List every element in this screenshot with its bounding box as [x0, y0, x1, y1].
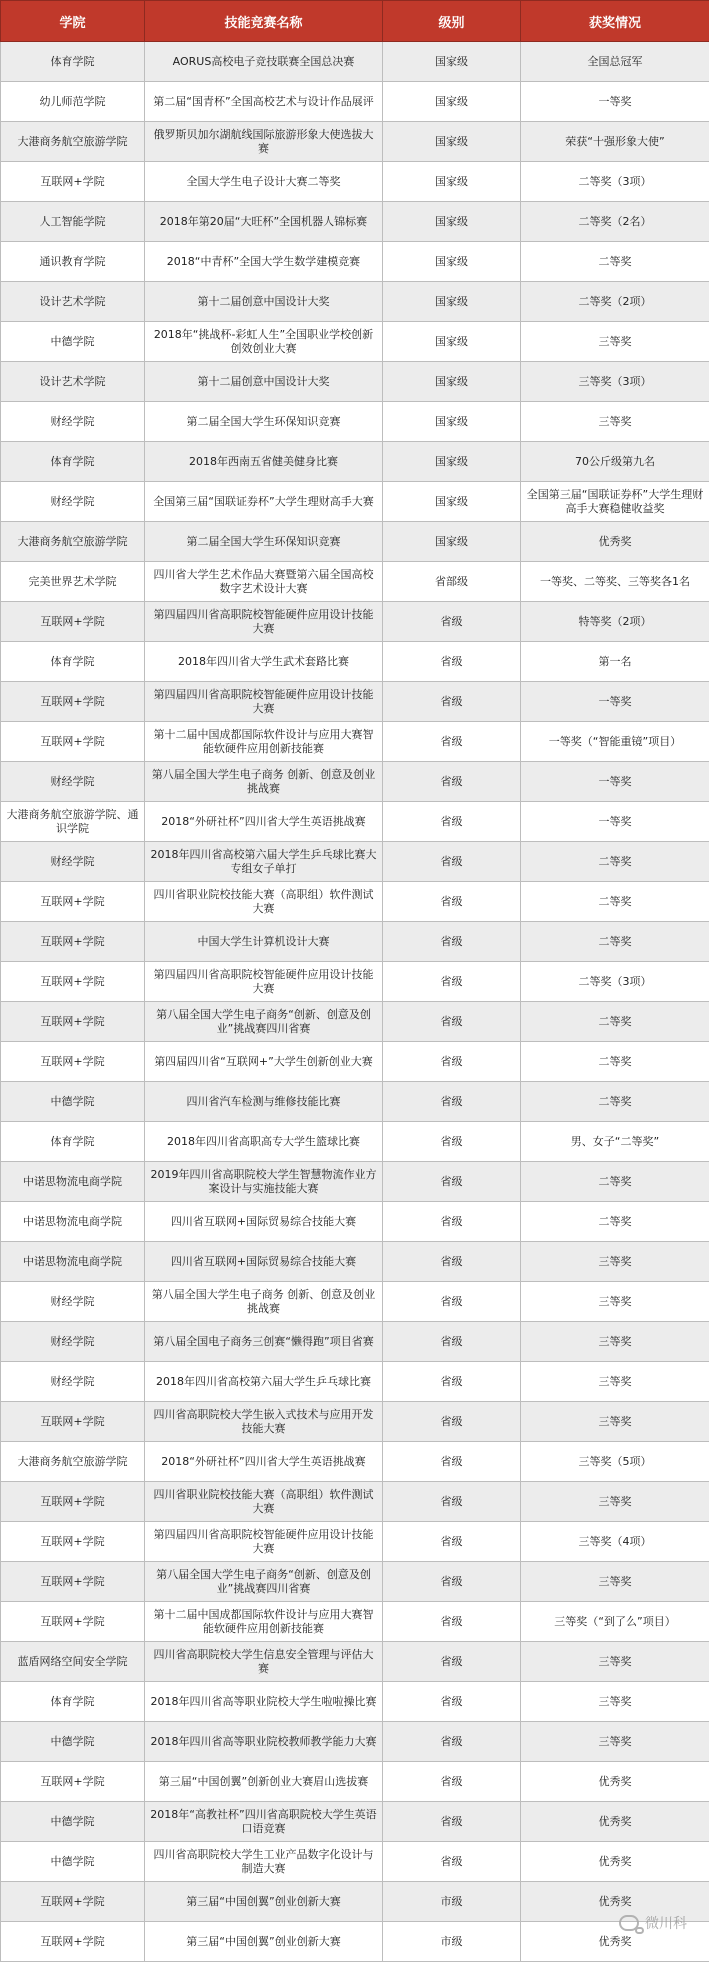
cell-award: 三等奖（3项）	[521, 362, 709, 402]
cell-award: 三等奖	[521, 1402, 709, 1442]
table-row	[1, 762, 709, 802]
cell-competition: 四川省职业院校技能大赛（高职组）软件测试大赛	[145, 882, 383, 922]
table-row	[1, 1922, 709, 1962]
cell-competition: 四川省大学生艺术作品大赛暨第六届全国高校数字艺术设计大赛	[145, 562, 383, 602]
cell-competition: 2018年第20届“大旺杯”全国机器人锦标赛	[145, 202, 383, 242]
cell-level: 国家级	[383, 482, 521, 522]
cell-competition: 第八届全国大学生电子商务 创新、创意及创业 挑战赛	[145, 762, 383, 802]
cell-college: 互联网+学院	[1, 722, 145, 762]
table-row	[1, 1522, 709, 1562]
cell-competition: 全国第三届“国联证券杯”大学生理财高手大赛	[145, 482, 383, 522]
cell-award: 全国总冠军	[521, 42, 709, 82]
cell-competition: 第四届四川省高职院校智能硬件应用设计技能大赛	[145, 682, 383, 722]
table-row	[1, 1682, 709, 1722]
cell-award: 一等奖	[521, 682, 709, 722]
cell-college: 中德学院	[1, 1722, 145, 1762]
cell-award: 二等奖	[521, 1042, 709, 1082]
cell-award: 三等奖	[521, 1562, 709, 1602]
cell-level: 省级	[383, 802, 521, 842]
table-row	[1, 442, 709, 482]
cell-level: 国家级	[383, 122, 521, 162]
table-row	[1, 402, 709, 442]
table-row	[1, 1242, 709, 1282]
cell-award: 二等奖	[521, 1002, 709, 1042]
cell-award: 三等奖	[521, 1722, 709, 1762]
cell-competition: 第三届“中国创翼”创新创业大赛眉山选拔赛	[145, 1762, 383, 1802]
cell-college: 蓝盾网络空间安全学院	[1, 1642, 145, 1682]
cell-award: 二等奖（3项）	[521, 162, 709, 202]
cell-competition: 第三届“中国创翼”创业创新大赛	[145, 1882, 383, 1922]
cell-award: 三等奖（5项）	[521, 1442, 709, 1482]
cell-college: 体育学院	[1, 642, 145, 682]
cell-college: 大港商务航空旅游学院	[1, 122, 145, 162]
cell-award: 第一名	[521, 642, 709, 682]
header-college: 学院	[1, 1, 145, 42]
table-row	[1, 1042, 709, 1082]
cell-competition: 第四届四川省高职院校智能硬件应用设计技能大赛	[145, 602, 383, 642]
cell-level: 省级	[383, 1762, 521, 1802]
cell-competition: 2018年西南五省健美健身比赛	[145, 442, 383, 482]
cell-college: 大港商务航空旅游学院、通识学院	[1, 802, 145, 842]
cell-award: 二等奖	[521, 922, 709, 962]
cell-level: 国家级	[383, 162, 521, 202]
cell-competition: 四川省汽车检测与维修技能比赛	[145, 1082, 383, 1122]
cell-award: 一等奖	[521, 82, 709, 122]
cell-award: 三等奖	[521, 1642, 709, 1682]
cell-level: 省级	[383, 1642, 521, 1682]
cell-college: 设计艺术学院	[1, 282, 145, 322]
cell-competition: 2018年四川省高校第六届大学生乒乓球比赛大专组女子单打	[145, 842, 383, 882]
cell-college: 财经学院	[1, 482, 145, 522]
cell-college: 财经学院	[1, 402, 145, 442]
cell-college: 财经学院	[1, 1282, 145, 1322]
wechat-icon	[619, 1915, 639, 1931]
cell-competition: 第八届全国电子商务三创赛“懒得跑”项目省赛	[145, 1322, 383, 1362]
cell-level: 省级	[383, 1002, 521, 1042]
cell-college: 互联网+学院	[1, 1602, 145, 1642]
cell-level: 省级	[383, 1202, 521, 1242]
cell-college: 互联网+学院	[1, 1002, 145, 1042]
cell-level: 国家级	[383, 82, 521, 122]
table-row	[1, 82, 709, 122]
cell-level: 省级	[383, 1322, 521, 1362]
cell-award: 优秀奖	[521, 1802, 709, 1842]
cell-level: 省级	[383, 1042, 521, 1082]
cell-college: 体育学院	[1, 1122, 145, 1162]
table-row	[1, 1802, 709, 1842]
header-competition: 技能竞赛名称	[145, 1, 383, 42]
cell-level: 国家级	[383, 202, 521, 242]
cell-level: 省级	[383, 922, 521, 962]
cell-college: 财经学院	[1, 1322, 145, 1362]
header-award: 获奖情况	[521, 1, 709, 42]
cell-level: 国家级	[383, 242, 521, 282]
header-row	[1, 1, 709, 42]
cell-award: 三等奖	[521, 1482, 709, 1522]
header-level: 级别	[383, 1, 521, 42]
cell-award: 优秀奖	[521, 1882, 709, 1922]
cell-level: 国家级	[383, 402, 521, 442]
cell-level: 省级	[383, 722, 521, 762]
cell-award: 70公斤级第九名	[521, 442, 709, 482]
cell-college: 人工智能学院	[1, 202, 145, 242]
watermark	[619, 1913, 687, 1933]
cell-competition: 四川省互联网+国际贸易综合技能大赛	[145, 1242, 383, 1282]
cell-college: 中诺思物流电商学院	[1, 1202, 145, 1242]
cell-award: 荣获“十强形象大使”	[521, 122, 709, 162]
cell-award: 三等奖（4项）	[521, 1522, 709, 1562]
cell-competition: 2018年四川省高校第六届大学生乒乓球比赛	[145, 1362, 383, 1402]
cell-college: 互联网+学院	[1, 1562, 145, 1602]
table-row	[1, 882, 709, 922]
cell-award: 一等奖	[521, 802, 709, 842]
table-header	[1, 1, 709, 42]
cell-competition: 第四届四川省“互联网+”大学生创新创业大赛	[145, 1042, 383, 1082]
cell-college: 财经学院	[1, 1362, 145, 1402]
table-row	[1, 1842, 709, 1882]
cell-level: 省级	[383, 1442, 521, 1482]
cell-level: 省级	[383, 882, 521, 922]
cell-college: 设计艺术学院	[1, 362, 145, 402]
cell-award: 优秀奖	[521, 522, 709, 562]
cell-competition: 四川省职业院校技能大赛（高职组）软件测试大赛	[145, 1482, 383, 1522]
table-row	[1, 1082, 709, 1122]
cell-competition: 第八届全国大学生电子商务“创新、创意及创业”挑战赛四川省赛	[145, 1562, 383, 1602]
cell-award: 三等奖	[521, 1322, 709, 1362]
table-row	[1, 1362, 709, 1402]
cell-college: 互联网+学院	[1, 1762, 145, 1802]
cell-college: 体育学院	[1, 42, 145, 82]
cell-college: 互联网+学院	[1, 162, 145, 202]
cell-award: 二等奖	[521, 842, 709, 882]
cell-competition: 2018年“挑战杯-彩虹人生”全国职业学校创新创效创业大赛	[145, 322, 383, 362]
cell-competition: 2018年“高教社杯”四川省高职院校大学生英语口语竞赛	[145, 1802, 383, 1842]
table-row	[1, 1882, 709, 1922]
cell-college: 互联网+学院	[1, 602, 145, 642]
cell-award: 二等奖（2名）	[521, 202, 709, 242]
cell-college: 中德学院	[1, 1802, 145, 1842]
table-row	[1, 1562, 709, 1602]
table-row	[1, 602, 709, 642]
cell-competition: 2018年四川省大学生武术套路比赛	[145, 642, 383, 682]
cell-college: 中诺思物流电商学院	[1, 1242, 145, 1282]
cell-competition: 第十二届创意中国设计大奖	[145, 282, 383, 322]
table-row	[1, 1722, 709, 1762]
cell-competition: 第八届全国大学生电子商务“创新、创意及创业”挑战赛四川省赛	[145, 1002, 383, 1042]
cell-level: 省级	[383, 1682, 521, 1722]
cell-level: 省级	[383, 1602, 521, 1642]
table-row	[1, 682, 709, 722]
cell-level: 省级	[383, 1842, 521, 1882]
cell-level: 省级	[383, 682, 521, 722]
cell-competition: 第四届四川省高职院校智能硬件应用设计技能大赛	[145, 962, 383, 1002]
cell-competition: 全国大学生电子设计大赛二等奖	[145, 162, 383, 202]
cell-college: 体育学院	[1, 442, 145, 482]
cell-level: 省级	[383, 1402, 521, 1442]
table-row	[1, 1162, 709, 1202]
cell-competition: 第八届全国大学生电子商务 创新、创意及创业 挑战赛	[145, 1282, 383, 1322]
cell-award: 特等奖（2项）	[521, 602, 709, 642]
cell-award: 一等奖	[521, 762, 709, 802]
cell-competition: 2018“外研社杯”四川省大学生英语挑战赛	[145, 1442, 383, 1482]
cell-competition: 四川省高职院校大学生信息安全管理与评估大赛	[145, 1642, 383, 1682]
cell-college: 互联网+学院	[1, 882, 145, 922]
cell-award: 男、女子“二等奖”	[521, 1122, 709, 1162]
cell-award: 三等奖	[521, 1682, 709, 1722]
cell-level: 国家级	[383, 442, 521, 482]
cell-award: 一等奖、二等奖、三等奖各1名	[521, 562, 709, 602]
cell-award: 二等奖	[521, 242, 709, 282]
cell-competition: 第二届“国青杯”全国高校艺术与设计作品展评	[145, 82, 383, 122]
table-row	[1, 1602, 709, 1642]
cell-college: 互联网+学院	[1, 922, 145, 962]
cell-college: 互联网+学院	[1, 1042, 145, 1082]
cell-level: 国家级	[383, 362, 521, 402]
cell-award: 一等奖（“智能重镜”项目）	[521, 722, 709, 762]
cell-college: 互联网+学院	[1, 1882, 145, 1922]
table-row	[1, 242, 709, 282]
cell-level: 国家级	[383, 42, 521, 82]
cell-level: 省级	[383, 1362, 521, 1402]
table-row	[1, 1762, 709, 1802]
table-row	[1, 562, 709, 602]
table-row	[1, 322, 709, 362]
table-row	[1, 1322, 709, 1362]
cell-competition: 2018年四川省高等职业院校教师教学能力大赛	[145, 1722, 383, 1762]
cell-level: 省级	[383, 1802, 521, 1842]
cell-award: 三等奖	[521, 402, 709, 442]
cell-award: 优秀奖	[521, 1922, 709, 1962]
cell-college: 完美世界艺术学院	[1, 562, 145, 602]
table-row	[1, 642, 709, 682]
table-row	[1, 162, 709, 202]
table-row	[1, 202, 709, 242]
cell-college: 财经学院	[1, 762, 145, 802]
cell-award: 二等奖	[521, 1202, 709, 1242]
cell-award: 二等奖（3项）	[521, 962, 709, 1002]
cell-college: 幼儿师范学院	[1, 82, 145, 122]
cell-award: 二等奖	[521, 1082, 709, 1122]
cell-level: 市级	[383, 1882, 521, 1922]
cell-college: 财经学院	[1, 842, 145, 882]
cell-award: 三等奖	[521, 1362, 709, 1402]
cell-competition: AORUS高校电子竞技联赛全国总决赛	[145, 42, 383, 82]
cell-college: 中诺思物流电商学院	[1, 1162, 145, 1202]
table-row	[1, 42, 709, 82]
cell-award: 二等奖	[521, 882, 709, 922]
cell-award: 二等奖	[521, 1162, 709, 1202]
cell-competition: 第十二届中国成都国际软件设计与应用大赛智能软硬件应用创新技能赛	[145, 722, 383, 762]
table-row	[1, 802, 709, 842]
cell-level: 省级	[383, 962, 521, 1002]
cell-level: 市级	[383, 1922, 521, 1962]
table-row	[1, 722, 709, 762]
cell-college: 通识教育学院	[1, 242, 145, 282]
cell-level: 国家级	[383, 282, 521, 322]
cell-award: 三等奖	[521, 1282, 709, 1322]
cell-level: 省级	[383, 602, 521, 642]
table-row	[1, 1202, 709, 1242]
cell-competition: 2018年四川省高等职业院校大学生啦啦操比赛	[145, 1682, 383, 1722]
cell-competition: 四川省互联网+国际贸易综合技能大赛	[145, 1202, 383, 1242]
cell-competition: 2019年四川省高职院校大学生智慧物流作业方案设计与实施技能大赛	[145, 1162, 383, 1202]
cell-college: 互联网+学院	[1, 1402, 145, 1442]
table-row	[1, 522, 709, 562]
cell-level: 省级	[383, 1522, 521, 1562]
cell-competition: 第十二届中国成都国际软件设计与应用大赛智能软硬件应用创新技能赛	[145, 1602, 383, 1642]
cell-competition: 第二届全国大学生环保知识竞赛	[145, 402, 383, 442]
cell-college: 体育学院	[1, 1682, 145, 1722]
table-row	[1, 842, 709, 882]
cell-level: 省级	[383, 762, 521, 802]
cell-college: 大港商务航空旅游学院	[1, 1442, 145, 1482]
cell-college: 互联网+学院	[1, 682, 145, 722]
cell-competition: 第四届四川省高职院校智能硬件应用设计技能大赛	[145, 1522, 383, 1562]
cell-college: 互联网+学院	[1, 1482, 145, 1522]
table-row	[1, 1402, 709, 1442]
table-row	[1, 1282, 709, 1322]
cell-award: 三等奖	[521, 1242, 709, 1282]
cell-college: 中德学院	[1, 322, 145, 362]
cell-level: 省级	[383, 842, 521, 882]
cell-competition: 第三届“中国创翼”创业创新大赛	[145, 1922, 383, 1962]
cell-level: 省级	[383, 1482, 521, 1522]
cell-college: 中德学院	[1, 1842, 145, 1882]
cell-level: 省级	[383, 1082, 521, 1122]
cell-award: 三等奖	[521, 322, 709, 362]
cell-level: 省级	[383, 1282, 521, 1322]
cell-level: 省级	[383, 1162, 521, 1202]
table-row	[1, 1482, 709, 1522]
cell-college: 互联网+学院	[1, 962, 145, 1002]
cell-competition: 四川省高职院校大学生工业产品数字化设计与制造大赛	[145, 1842, 383, 1882]
table-row	[1, 1642, 709, 1682]
cell-award: 三等奖（“到了么”项目）	[521, 1602, 709, 1642]
table-row	[1, 122, 709, 162]
cell-level: 国家级	[383, 522, 521, 562]
table-body	[1, 42, 709, 1962]
cell-competition: 2018“外研社杯”四川省大学生英语挑战赛	[145, 802, 383, 842]
cell-competition: 四川省高职院校大学生嵌入式技术与应用开发技能大赛	[145, 1402, 383, 1442]
cell-award: 优秀奖	[521, 1762, 709, 1802]
table-row	[1, 1002, 709, 1042]
cell-competition: 2018年四川省高职高专大学生篮球比赛	[145, 1122, 383, 1162]
cell-college: 互联网+学院	[1, 1922, 145, 1962]
table-row	[1, 922, 709, 962]
cell-competition: 中国大学生计算机设计大赛	[145, 922, 383, 962]
cell-level: 省级	[383, 1122, 521, 1162]
cell-level: 国家级	[383, 322, 521, 362]
cell-level: 省部级	[383, 562, 521, 602]
table-row	[1, 482, 709, 522]
table-row	[1, 962, 709, 1002]
table-row	[1, 1122, 709, 1162]
table-row	[1, 282, 709, 322]
cell-competition: 2018“中青杯”全国大学生数学建模竞赛	[145, 242, 383, 282]
cell-competition: 第二届全国大学生环保知识竞赛	[145, 522, 383, 562]
cell-competition: 第十二届创意中国设计大奖	[145, 362, 383, 402]
table-row	[1, 1442, 709, 1482]
cell-college: 互联网+学院	[1, 1522, 145, 1562]
cell-award: 全国第三届“国联证券杯”大学生理财高手大赛稳健收益奖	[521, 482, 709, 522]
cell-level: 省级	[383, 1562, 521, 1602]
cell-award: 优秀奖	[521, 1842, 709, 1882]
cell-level: 省级	[383, 1722, 521, 1762]
cell-award: 二等奖（2项）	[521, 282, 709, 322]
cell-level: 省级	[383, 1242, 521, 1282]
cell-competition: 俄罗斯贝加尔湖航线国际旅游形象大使选拔大赛	[145, 122, 383, 162]
cell-level: 省级	[383, 642, 521, 682]
watermark-text: 微川科	[645, 1913, 687, 1933]
cell-college: 大港商务航空旅游学院	[1, 522, 145, 562]
cell-college: 中德学院	[1, 1082, 145, 1122]
table-row	[1, 362, 709, 402]
